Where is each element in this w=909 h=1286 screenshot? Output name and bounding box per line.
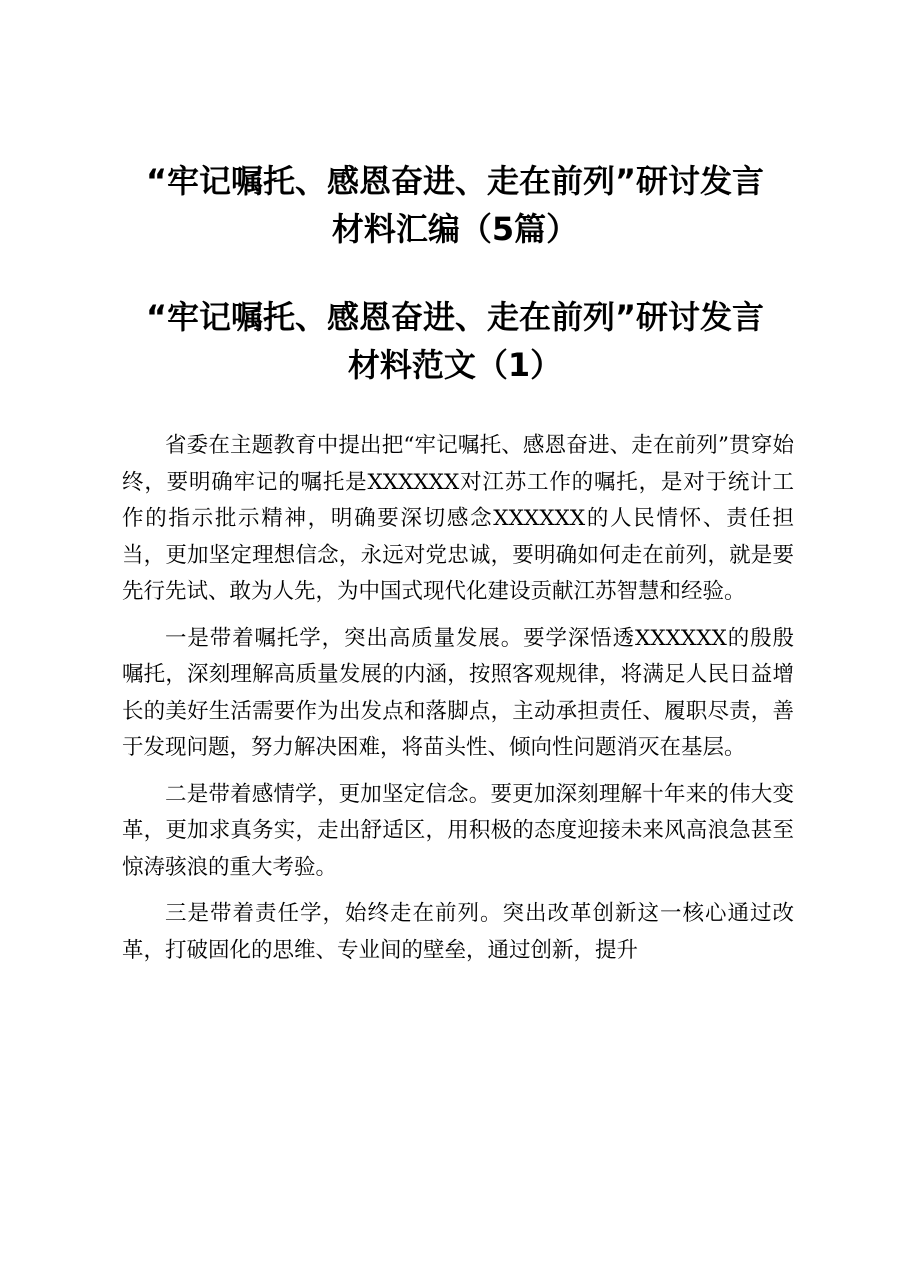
body-text bbox=[122, 428, 794, 979]
main-title-line-2: 材料汇编（5篇） bbox=[331, 210, 579, 248]
paragraph-point-3: 三是带着责任学，始终走在前列。突出改革创新这一核心通过改革，打破固化的思维、专业间的壁垒，通过创新，提升 bbox=[122, 901, 794, 963]
sub-title bbox=[110, 293, 800, 389]
paragraph-intro: 省委在主题教育中提出把“牢记嘱托、感恩奋进、走在前列”贯穿始终，要明确牢记的嘱托是XXXXXX对江苏工作的嘱托，是对于统计工作的指示批示精神，明确要深切感念XXXXXX的人民情怀、责任担当，更加坚定理想信念，永远对党忠诚，要明确如何走在前列，就是要先行先试、敢为人先，为中国式现代化建设贡献江苏智慧和经验。 bbox=[122, 433, 794, 604]
main-title-line-1: “牢记嘱托、感恩奋进、走在前列”研讨发言 bbox=[145, 162, 765, 200]
main-title bbox=[110, 157, 800, 253]
paragraph-point-1: 一是带着嘱托学，突出高质量发展。要学深悟透XXXXXX的殷殷嘱托，深刻理解高质量发展的内涵，按照客观规律，将满足人民日益增长的美好生活需要作为出发点和落脚点，主动承担责任、履职尽责，善于发现问题，努力解决困难，将苗头性、倾向性问题消灭在基层。 bbox=[122, 625, 794, 760]
sub-title-line-2: 材料范文（1） bbox=[347, 346, 563, 384]
sub-title-line-1: “牢记嘱托、感恩奋进、走在前列”研讨发言 bbox=[145, 298, 765, 336]
paragraph-point-2: 二是带着感情学，更加坚定信念。要更加深刻理解十年来的伟大变革，更加求真务实，走出舒适区，用积极的态度迎接未来风高浪急甚至惊涛骇浪的重大考验。 bbox=[122, 781, 794, 880]
